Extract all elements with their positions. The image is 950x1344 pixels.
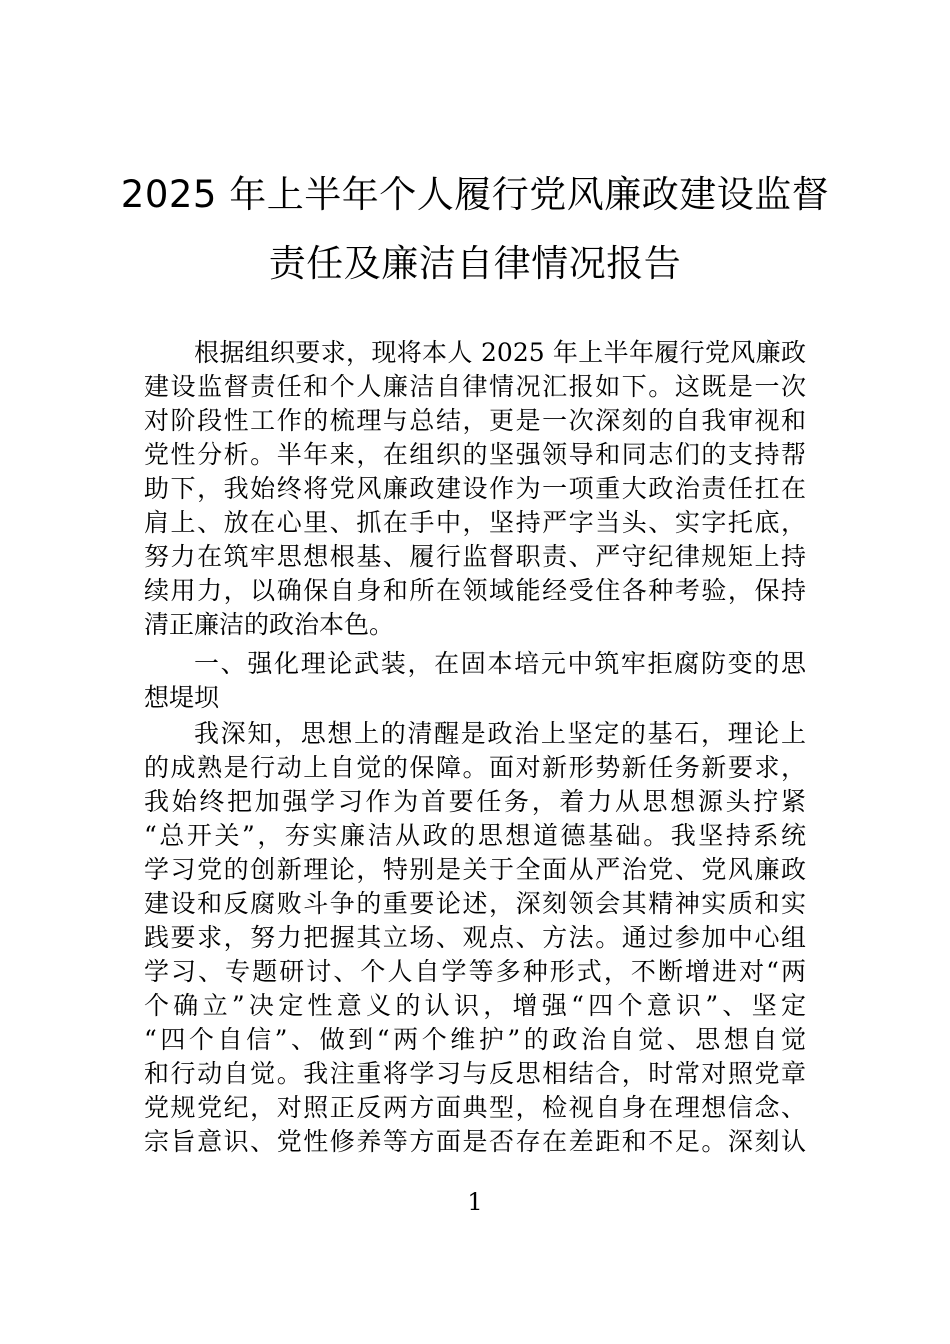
section-heading-line: 想堤坝 bbox=[144, 683, 220, 712]
body-line: 和行动自觉。我注重将学习与反思相结合，时常对照党章 bbox=[144, 1059, 806, 1088]
body-line: “四个自信”、做到“两个维护”的政治自觉、思想自觉 bbox=[144, 1025, 806, 1054]
section-heading-line: 一、强化理论武装，在固本培元中筑牢拒腐防变的思 bbox=[194, 649, 806, 678]
body-line: 个确立”决定性意义的认识，增强“四个意识”、坚定 bbox=[144, 991, 806, 1020]
body-line: 助下，我始终将党风廉政建设作为一项重大政治责任扛在 bbox=[144, 474, 806, 503]
body-line: 肩上、放在心里、抓在手中，坚持严字当头、实字托底， bbox=[144, 508, 806, 537]
document-title-line-1: 2025 年上半年个人履行党风廉政建设监督 bbox=[120, 173, 830, 216]
body-line: 的成熟是行动上自觉的保障。面对新形势新任务新要求， bbox=[144, 753, 806, 782]
body-line: 根据组织要求，现将本人 2025 年上半年履行党风廉政 bbox=[194, 338, 806, 367]
page-number: 1 bbox=[467, 1188, 483, 1216]
body-line: 党性分析。半年来，在组织的坚强领导和同志们的支持帮 bbox=[144, 440, 806, 469]
body-line: 宗旨意识、党性修养等方面是否存在差距和不足。深刻认 bbox=[144, 1127, 806, 1156]
body-line: 建设监督责任和个人廉洁自律情况汇报如下。这既是一次 bbox=[144, 372, 806, 401]
body-line: 努力在筑牢思想根基、履行监督职责、严守纪律规矩上持 bbox=[144, 542, 806, 571]
body-line: 学习党的创新理论，特别是关于全面从严治党、党风廉政 bbox=[144, 855, 806, 884]
body-line: 我始终把加强学习作为首要任务，着力从思想源头拧紧 bbox=[144, 787, 806, 816]
body-line: 续用力，以确保自身和所在领域能经受住各种考验，保持 bbox=[144, 576, 806, 605]
body-line: 党规党纪，对照正反两方面典型，检视自身在理想信念、 bbox=[144, 1093, 806, 1122]
body-line: 我深知，思想上的清醒是政治上坚定的基石，理论上 bbox=[194, 719, 806, 748]
body-line: 践要求，努力把握其立场、观点、方法。通过参加中心组 bbox=[144, 923, 806, 952]
body-line: 清正廉洁的政治本色。 bbox=[144, 610, 395, 639]
body-line: 对阶段性工作的梳理与总结，更是一次深刻的自我审视和 bbox=[144, 406, 806, 435]
body-line: 学习、专题研讨、个人自学等多种形式，不断增进对“两 bbox=[144, 957, 806, 986]
body-line: “总开关”，夯实廉洁从政的思想道德基础。我坚持系统 bbox=[144, 821, 806, 850]
document-title-line-2: 责任及廉洁自律情况报告 bbox=[268, 242, 682, 285]
body-line: 建设和反腐败斗争的重要论述，深刻领会其精神实质和实 bbox=[144, 889, 806, 918]
